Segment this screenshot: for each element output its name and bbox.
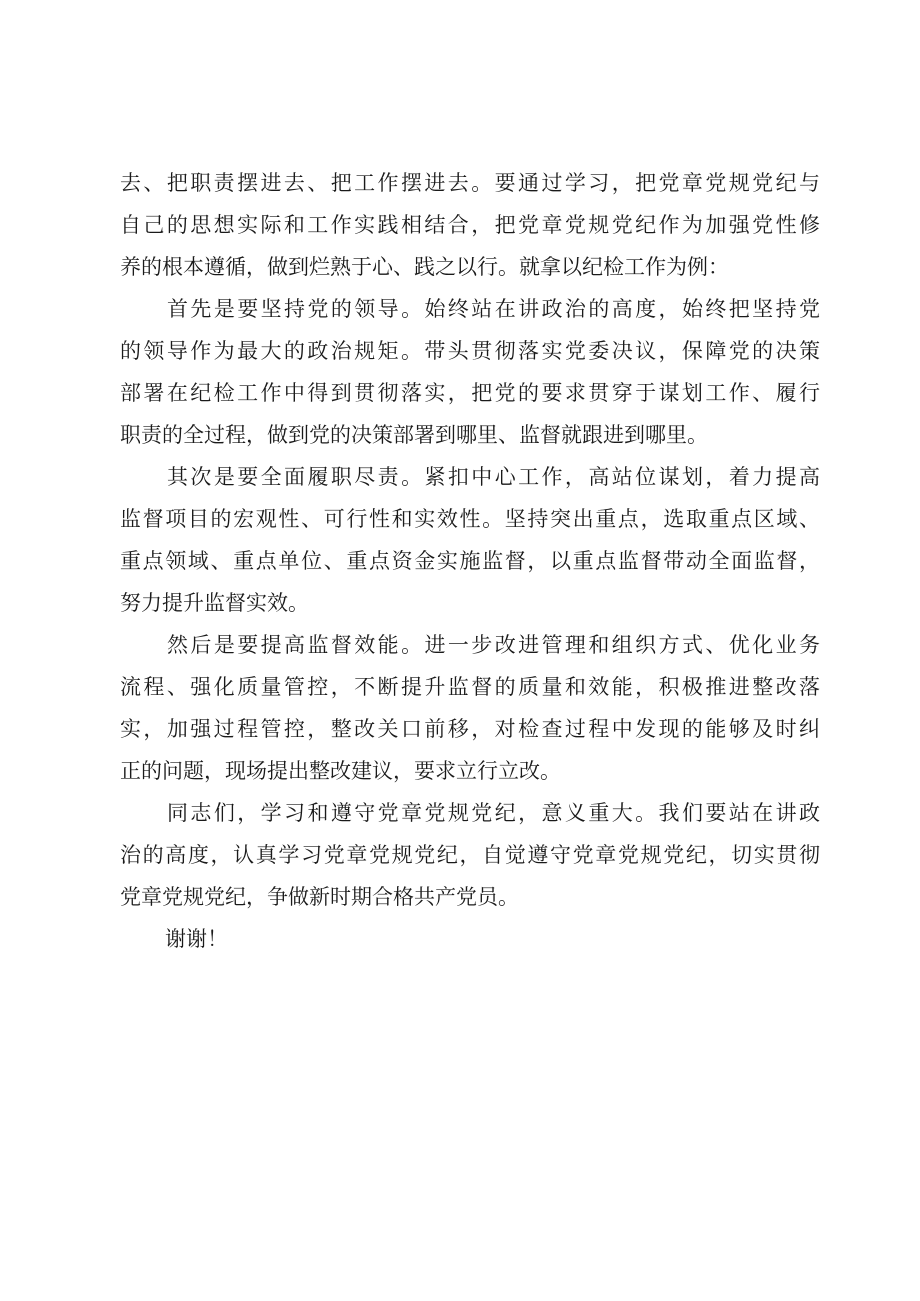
paragraph-3-line-3: 重点领域、重点单位、重点资金实施监督，以重点监督带动全面监督， (120, 549, 820, 573)
paragraph-4-line-1: 然后是要提高监督效能。进一步改进管理和组织方式、优化业务 (167, 633, 820, 657)
paragraph-6-line-1: 谢谢！ (165, 927, 228, 951)
body-text (120, 162, 820, 960)
paragraph-2-line-4: 职责的全过程，做到党的决策部署到哪里、监督就跟进到哪里。 (120, 423, 708, 447)
paragraph-5-line-1: 同志们，学习和遵守党章党规党纪，意义重大。我们要站在讲政 (167, 801, 820, 825)
paragraph-4-line-3: 实，加强过程管控，整改关口前移，对检查过程中发现的能够及时纠 (120, 717, 820, 741)
paragraph-3-line-2: 监督项目的宏观性、可行性和实效性。坚持突出重点，选取重点区域、 (120, 507, 820, 531)
paragraph-4-line-2: 流程、强化质量管控，不断提升监督的质量和效能，积极推进整改落 (120, 675, 820, 699)
paragraph-5-line-3: 党章党规党纪，争做新时期合格共产党员。 (120, 885, 519, 909)
paragraph-4-line-4: 正的问题，现场提出整改建议，要求立行立改。 (120, 759, 561, 783)
paragraph-3-line-1: 其次是要全面履职尽责。紧扣中心工作，高站位谋划，着力提高 (167, 465, 820, 489)
paragraph-2-line-1: 首先是要坚持党的领导。始终站在讲政治的高度，始终把坚持党 (167, 297, 820, 321)
paragraph-2-line-3: 部署在纪检工作中得到贯彻落实，把党的要求贯穿于谋划工作、履行 (120, 381, 820, 405)
paragraph-2-line-2: 的领导作为最大的政治规矩。带头贯彻落实党委决议，保障党的决策 (120, 339, 820, 363)
paragraph-1-line-1: 去、把职责摆进去、把工作摆进去。要通过学习，把党章党规党纪与 (120, 171, 820, 195)
paragraph-5-line-2: 治的高度，认真学习党章党规党纪，自觉遵守党章党规党纪，切实贯彻 (120, 843, 820, 867)
paragraph-3-line-4: 努力提升监督实效。 (120, 591, 309, 615)
paragraph-1-line-2: 自己的思想实际和工作实践相结合，把党章党规党纪作为加强党性修 (120, 213, 820, 237)
paragraph-1-line-3: 养的根本遵循，做到烂熟于心、践之以行。就拿以纪检工作为例： (120, 255, 729, 279)
